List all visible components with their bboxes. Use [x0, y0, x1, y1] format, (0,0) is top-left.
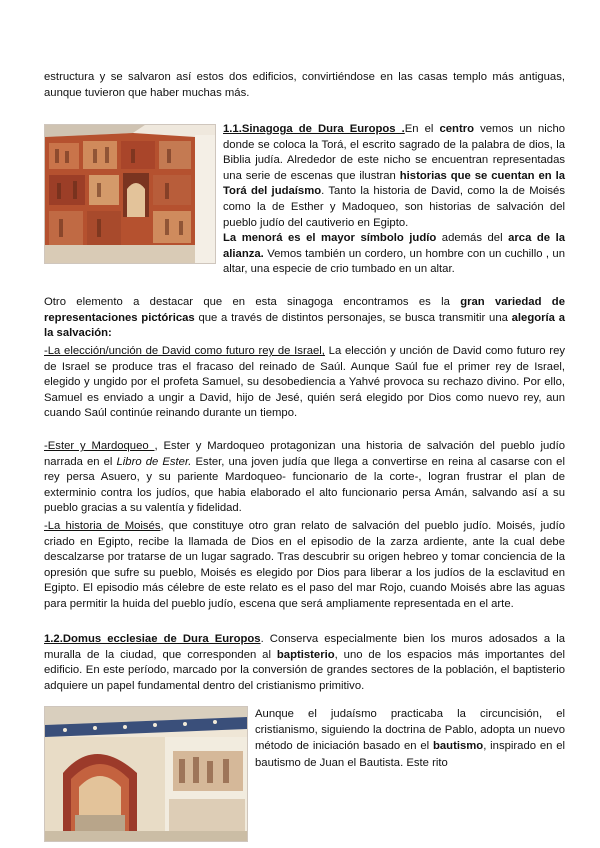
- text-run: , uno de los espacios más importantes del edificio. En este período, marcado por la conversión de grandes sectores de la población, el baptisterio adquiere un papel fundamental dentro del cristianismo primitivo.: [44, 648, 565, 692]
- paragraph-david: [44, 344, 565, 422]
- text-run: vemos un nicho donde se coloca la Torá, el escrito sagrado de la palabra de dios, la Biblia judía. Alrededor de este nicho se encuentran representadas una serie de escenas que ilustran: [223, 123, 566, 182]
- text-run: En el: [404, 123, 440, 135]
- text-run: Otro elemento a destacar que en esta sinagoga encontramos es la: [44, 296, 461, 308]
- text-run: La elección y unción de David como futuro rey de Israel se produce tras el fracaso del reinado de Saúl. Aunque Saúl fue el primer rey de Israel, elegido y ungido por el profeta Samuel, su desobediencia a Yahvé provoca su rechazo divino. Por ello, Samuel es enviado a ungir a David, hijo de Jesé, quién será elegido por Dios como nuevo rey, aun cuando Saúl continúe reinando durante un tiempo.: [44, 345, 566, 420]
- bold-run: baptisterio: [276, 648, 335, 661]
- text-run: . Tanto la historia de David, como la de Moisés como la de Esther y Madoqueo, son historias de salvación del pueblo judío del cautiverio en Egipto.: [223, 185, 565, 229]
- text-run: Aunque el judaísmo practicaba la circuncisión, el cristianismo, siguiendo la doctrina de Pablo, adopta un nuevo método de iniciación basado en el: [255, 708, 565, 753]
- text-run: además del: [436, 232, 509, 245]
- bold-run: historias que se cuentan en la Torá del judaísmo: [223, 169, 565, 198]
- paragraph-bautismo: [255, 706, 565, 771]
- paragraph-otro-elemento: [44, 295, 565, 342]
- baptistery-photo: [44, 706, 248, 842]
- text-run: , inspirado en el bautismo de Juan el Bautista. Este rito: [255, 740, 565, 769]
- underlined-heading: -Ester y Mardoqueo: [44, 440, 155, 452]
- underlined-heading: -La elección/unción de David como futuro rey de Israel,: [44, 345, 325, 357]
- section-synagogue-text: [223, 122, 565, 278]
- section-heading-domus: 1.2.Domus ecclesiae de Dura Europos: [44, 633, 261, 645]
- bold-run: arca de la alianza.: [223, 232, 565, 260]
- bold-run: bautismo: [433, 740, 484, 753]
- text-run: , Ester y Mardoqueo protagonizan una historia de salvación del pueblo judío narrada en el: [44, 440, 565, 468]
- text-run: . Conserva especialmente bien los muros adosados a la muralla de la ciudad, que corresponden al: [44, 633, 565, 661]
- bold-run: La menorá es el mayor símbolo judío: [223, 232, 437, 245]
- italic-run: Libro de Ester.: [116, 455, 192, 468]
- paragraph-domus-ecclesiae: [44, 632, 565, 694]
- intro-paragraph: estructura y se salvaron así estos dos edificios, convirtiéndose en las casas templo más antiguas, aunque tuvieron que haber muchas más.: [44, 71, 565, 99]
- bold-run: gran variedad de representaciones pictóricas: [44, 296, 565, 324]
- underlined-heading: -La historia de Moisés: [44, 520, 161, 532]
- synagogue-photo: [44, 124, 216, 264]
- text-run: Ester, una joven judía que llega a convertirse en reina al casarse con el rey persa Asuero, y su pariente Mardoqueo- funcionario de la corte-, logran frustrar el plan de exterminio contra los judíos, que habia elaborado el alto funcionario persa Amán, salvando así a su pueblo gracias a su valentía y fidelidad.: [44, 455, 565, 515]
- baptistery-image: [45, 707, 247, 841]
- bold-run: alegoría a la salvación:: [44, 311, 565, 340]
- text-run: , que constituye otro gran relato de salvación del pueblo judío. Moisés, judío criado en Egipto, recibe la llamada de Dios en el episodio de la zarza ardiente, ante la cual debe descalzarse por tratarse de un lugar sagrado. Tras descubrir su origen hebreo y tomar conciencia de la opresión que sufre su pueblo, Moisés es elegido por Dios para liberar a los judíos de la esclavitud en Egipto. El episodio más célebre de este relato es el paso del mar Rojo, cuando Moisés abre las aguas para permitir la huida del pueblo judío, escena que será ampliamente representada en el arte.: [44, 520, 565, 610]
- section-heading-synagogue: 1.1.Sinagoga de Dura Europos .: [223, 123, 405, 135]
- bold-run: centro: [439, 123, 475, 135]
- paragraph-ester: [44, 439, 565, 517]
- text-run: Vemos también un cordero, un hombre con un cuchillo , un altar, una especie de crio tumbado en un altar.: [223, 247, 565, 276]
- text-run: que a través de distintos personajes, se busca transmitir una: [194, 311, 512, 324]
- synagogue-fresco-image: [45, 125, 215, 263]
- paragraph-moises: [44, 519, 565, 613]
